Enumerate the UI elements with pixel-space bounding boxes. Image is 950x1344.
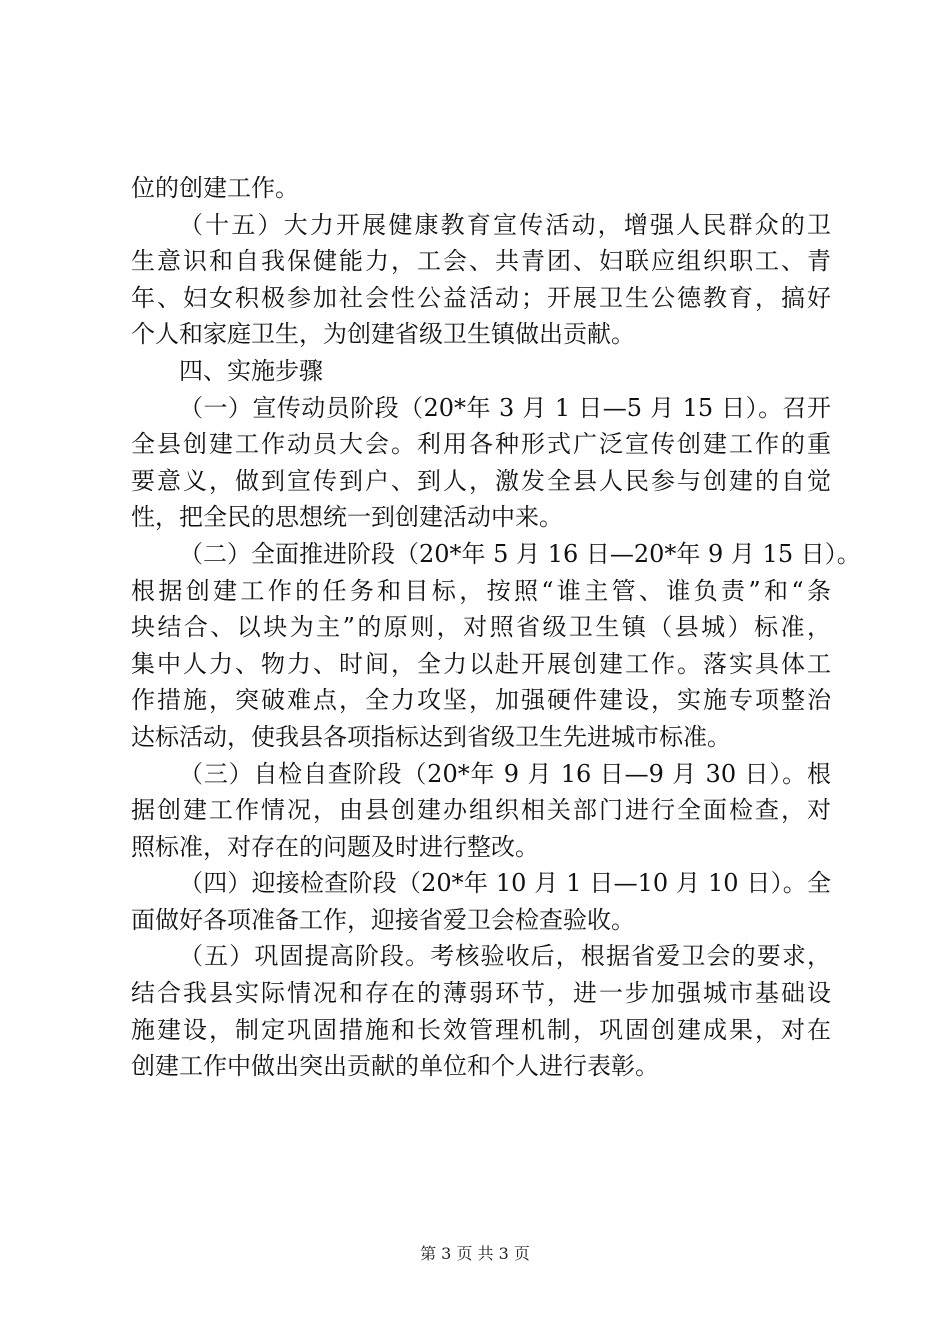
text-line: 个人和家庭卫生，为创建省级卫生镇做出贡献。 bbox=[131, 320, 635, 349]
text-line: （三）自检自查阶段（20*年 9 月 16 日—9 月 30 日）。根 bbox=[179, 759, 831, 788]
text-line: （二）全面推进阶段（20*年 5 月 16 日—20*年 9 月 15 日）。 bbox=[179, 539, 861, 568]
document-body bbox=[131, 170, 861, 1085]
text-line: 根据创建工作的任务和目标，按照“谁主管、谁负责”和“条 bbox=[131, 576, 831, 605]
text-line: 创建工作中做出突出贡献的单位和个人进行表彰。 bbox=[131, 1052, 659, 1081]
text-line: 年、妇女积极参加社会性公益活动；开展卫生公德教育，搞好 bbox=[131, 283, 831, 312]
text-line: 性，把全民的思想统一到创建活动中来。 bbox=[131, 503, 563, 532]
text-line: 生意识和自我保健能力，工会、共青团、妇联应组织职工、青 bbox=[131, 247, 831, 276]
text-line: 照标准，对存在的问题及时进行整改。 bbox=[131, 832, 539, 861]
text-line: （四）迎接检查阶段（20*年 10 月 1 日—10 月 10 日）。全 bbox=[179, 869, 831, 898]
text-line: 达标活动，使我县各项指标达到省级卫生先进城市标准。 bbox=[131, 722, 731, 751]
text-line: 位的创建工作。 bbox=[131, 174, 299, 202]
text-line: 面做好各项准备工作，迎接省爱卫会检查验收。 bbox=[131, 905, 635, 934]
text-line: （一）宣传动员阶段（20*年 3 月 1 日—5 月 15 日）。召开 bbox=[179, 393, 831, 422]
text-line: 要意义，做到宣传到户、到人，激发全县人民参与创建的自觉 bbox=[131, 466, 831, 495]
page-footer: 第 3 页 共 3 页 bbox=[420, 1244, 530, 1263]
text-line: 作措施，突破难点，全力攻坚，加强硬件建设，实施专项整治 bbox=[131, 686, 831, 715]
text-line: 结合我县实际情况和存在的薄弱环节，进一步加强城市基础设 bbox=[131, 979, 831, 1008]
text-line: （十五）大力开展健康教育宣传活动，增强人民群众的卫 bbox=[179, 210, 831, 239]
text-line: 四、实施步骤 bbox=[179, 356, 323, 385]
text-line: 据创建工作情况，由县创建办组织相关部门进行全面检查，对 bbox=[131, 796, 831, 825]
text-line: 集中人力、物力、时间，全力以赴开展创建工作。落实具体工 bbox=[131, 649, 831, 678]
text-line: 块结合、以块为主”的原则，对照省级卫生镇（县城）标准， bbox=[131, 613, 831, 642]
text-line: 施建设，制定巩固措施和长效管理机制，巩固创建成果，对在 bbox=[131, 1015, 831, 1044]
text-line: （五）巩固提高阶段。考核验收后，根据省爱卫会的要求， bbox=[179, 942, 831, 971]
text-line: 全县创建工作动员大会。利用各种形式广泛宣传创建工作的重 bbox=[131, 430, 831, 459]
